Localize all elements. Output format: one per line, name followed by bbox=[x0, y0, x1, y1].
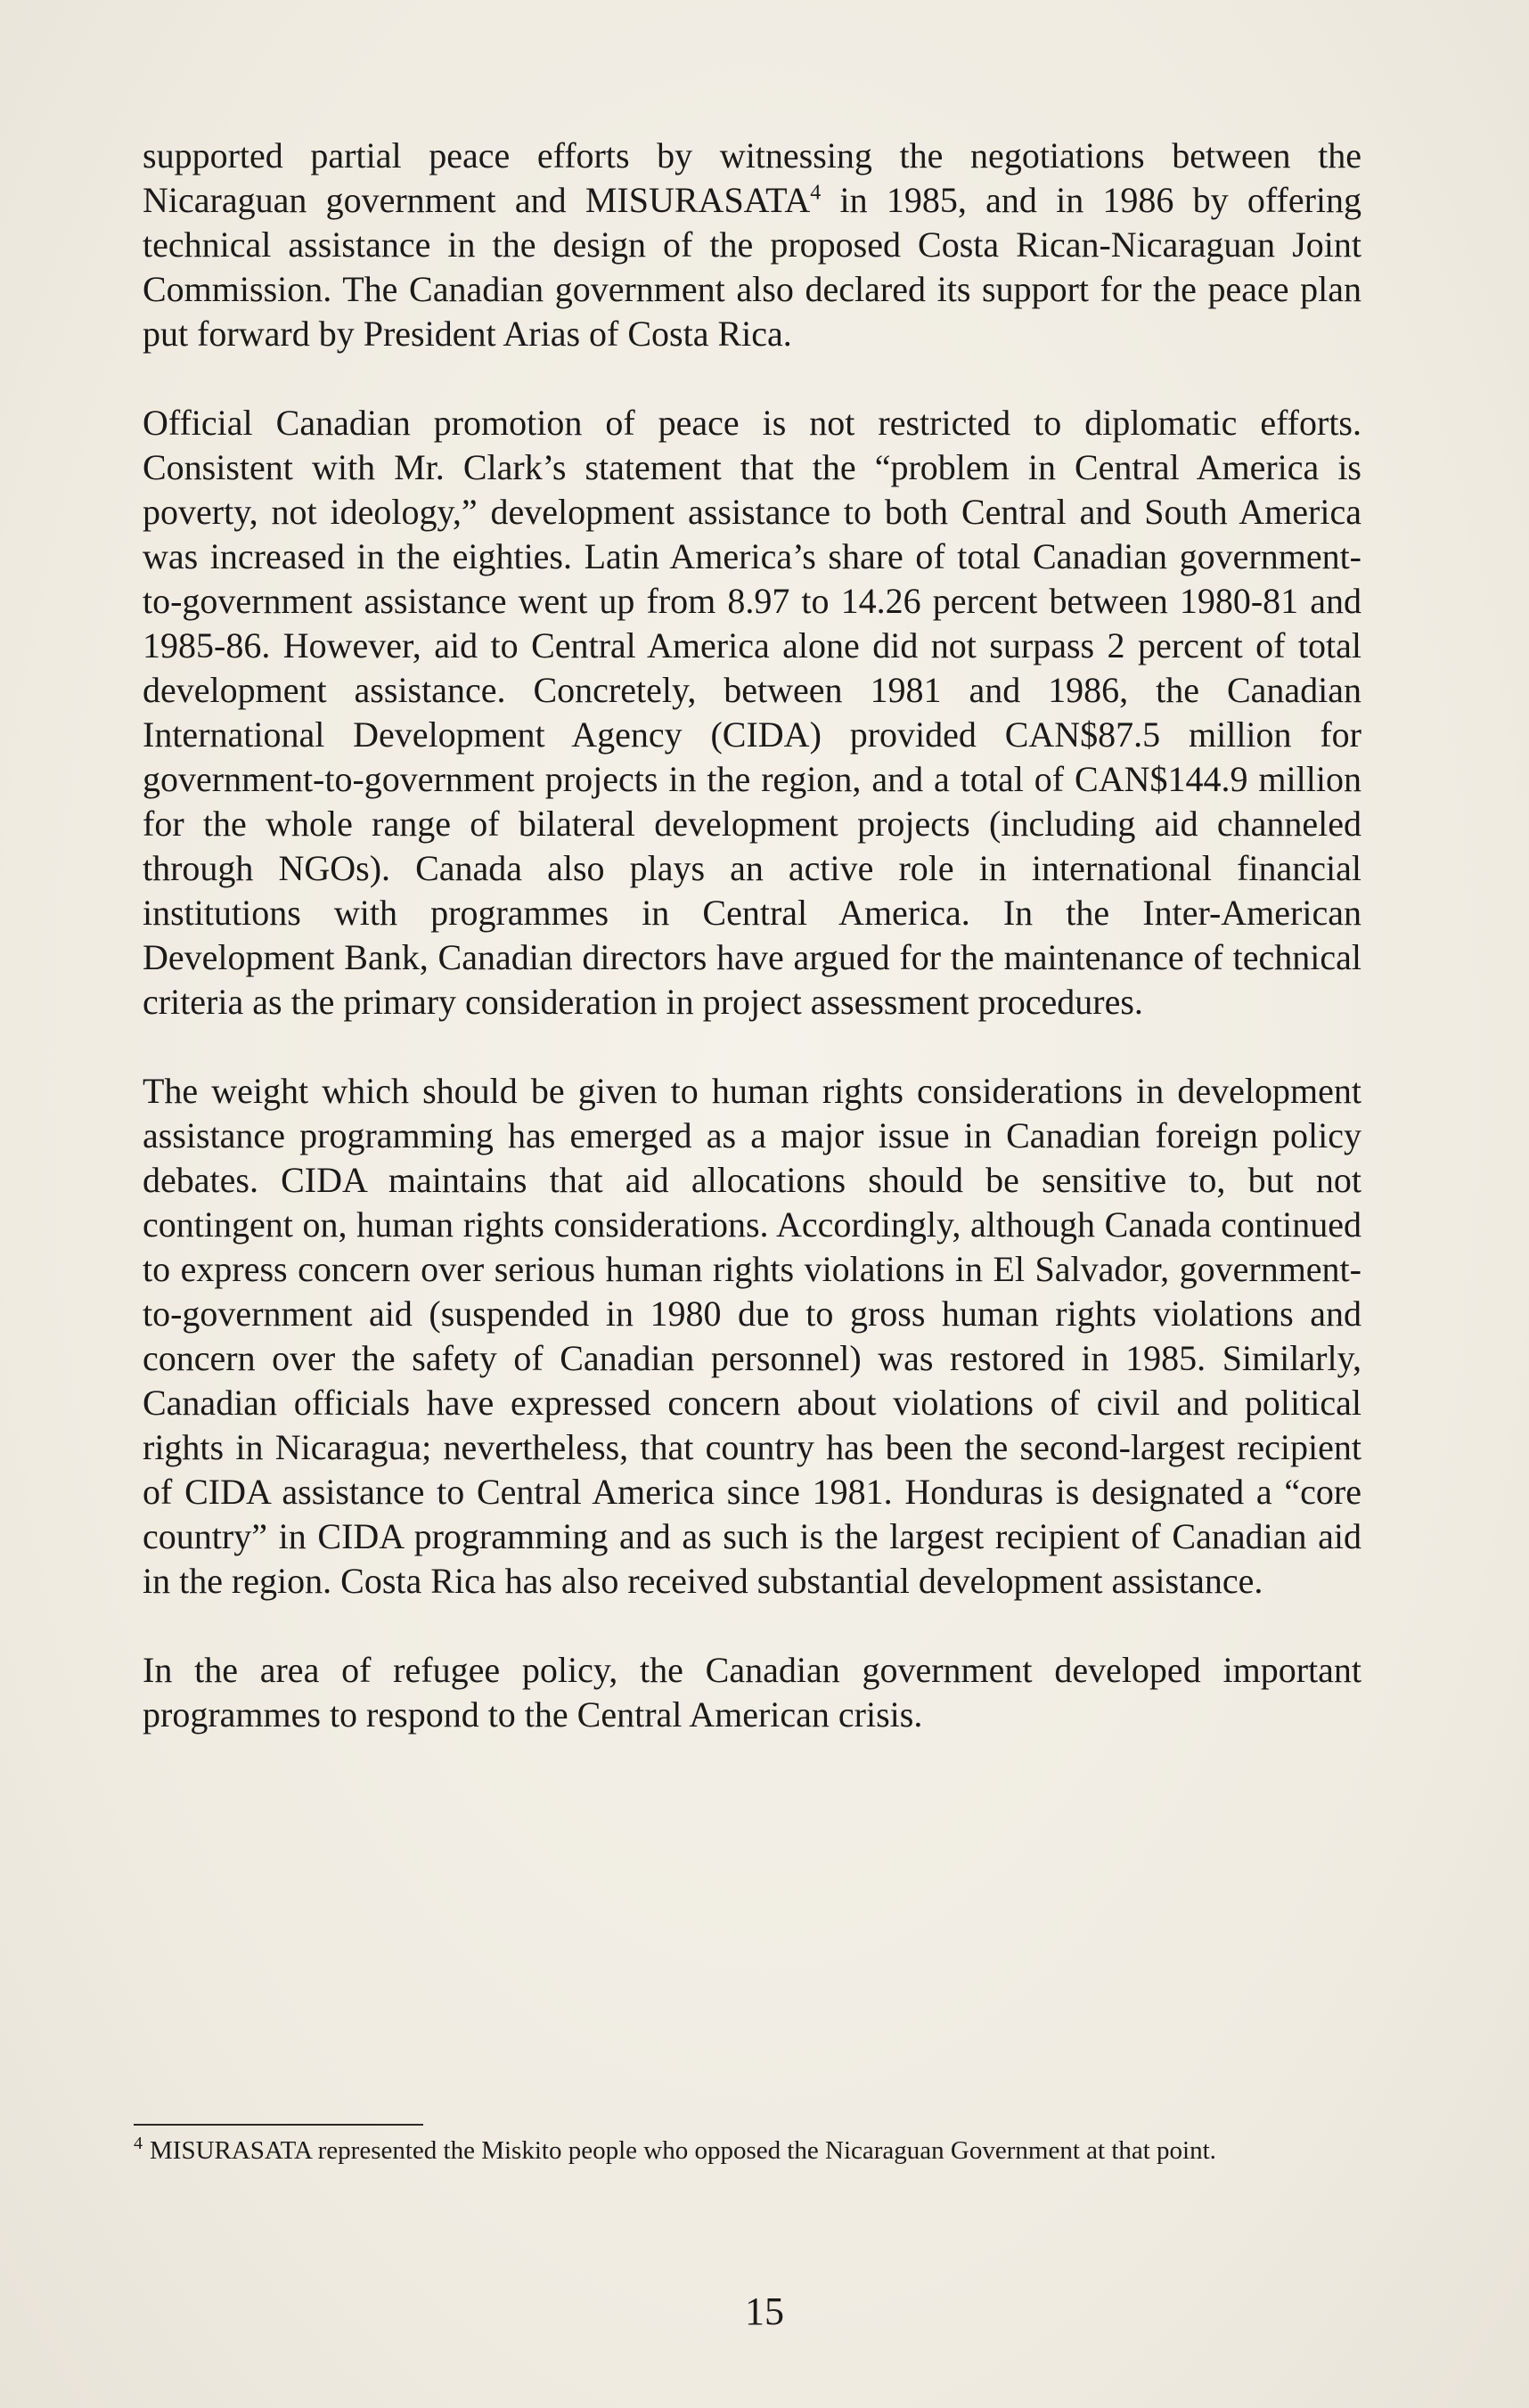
page-number: 15 bbox=[745, 2290, 784, 2333]
footnote-text: MISURASATA represented the Miskito people who opposed the Nicaraguan Government at that point. bbox=[150, 2136, 1216, 2165]
paragraph-1-text-before: supported partial peace efforts by witnessing the negotiations between the Nicaraguan government and MISURASATA bbox=[143, 135, 1361, 220]
body-text bbox=[143, 134, 1361, 1737]
footnote-reference: 4 bbox=[810, 181, 822, 205]
paragraph-2: Official Canadian promotion of peace is not restricted to diplomatic efforts. Consistent with Mr. Clark’s statement that the “problem in Central America is poverty, not ideology,” development assistance to both Central and South America was increased in the eighties. Latin America’s share of total Canadian government-to-government assistance went up from 8.97 to 14.26 percent between 1980-81 and 1985-86. However, aid to Central America alone did not surpass 2 percent of total development assistance. Concretely, between 1981 and 1986, the Canadian International Development Agency (CIDA) provided CAN$87.5 million for government-to-government projects in the region, and a total of CAN$144.9 million for the whole range of bilateral development projects (including aid channeled through NGOs). Canada also plays an active role in international financial institutions with programmes in Central America. In the Inter-American Development Bank, Canadian directors have argued for the maintenance of technical criteria as the primary consideration in project assessment procedures. bbox=[143, 403, 1361, 1022]
paragraph-4: In the area of refugee policy, the Canadian government developed important programmes to respond to the Central American crisis. bbox=[143, 1650, 1361, 1735]
paragraph-1 bbox=[143, 134, 1361, 356]
paragraph-3: The weight which should be given to human rights considerations in development assistance programming has emerged as a major issue in Canadian foreign policy debates. CIDA maintains that aid allocations should be sensitive to, but not contingent on, human rights considerations. Accordingly, although Canada continued to express concern over serious human rights violations in El Salvador, government-to-government aid (suspended in 1980 due to gross human rights violations and concern over the safety of Canadian personnel) was restored in 1985. Similarly, Canadian officials have expressed concern about violations of civil and political rights in Nicaragua; nevertheless, that country has been the second-largest recipient of CIDA assistance to Central America since 1981. Honduras is designated a “core country” in CIDA programming and as such is the largest recipient of Canadian aid in the region. Costa Rica has also received substantial development assistance. bbox=[143, 1071, 1361, 1601]
footnote-mark: 4 bbox=[134, 2134, 143, 2154]
paragraph-1-text-after: in 1985, and in 1986 by offering technical assistance in the design of the proposed Costa Rican-Nicaraguan Joint Commission. The Canadian government also declared its support for the peace plan put forward by President Arias of Costa Rica. bbox=[143, 180, 1362, 354]
footnote-divider bbox=[134, 2124, 423, 2126]
footnote bbox=[134, 2135, 1345, 2167]
